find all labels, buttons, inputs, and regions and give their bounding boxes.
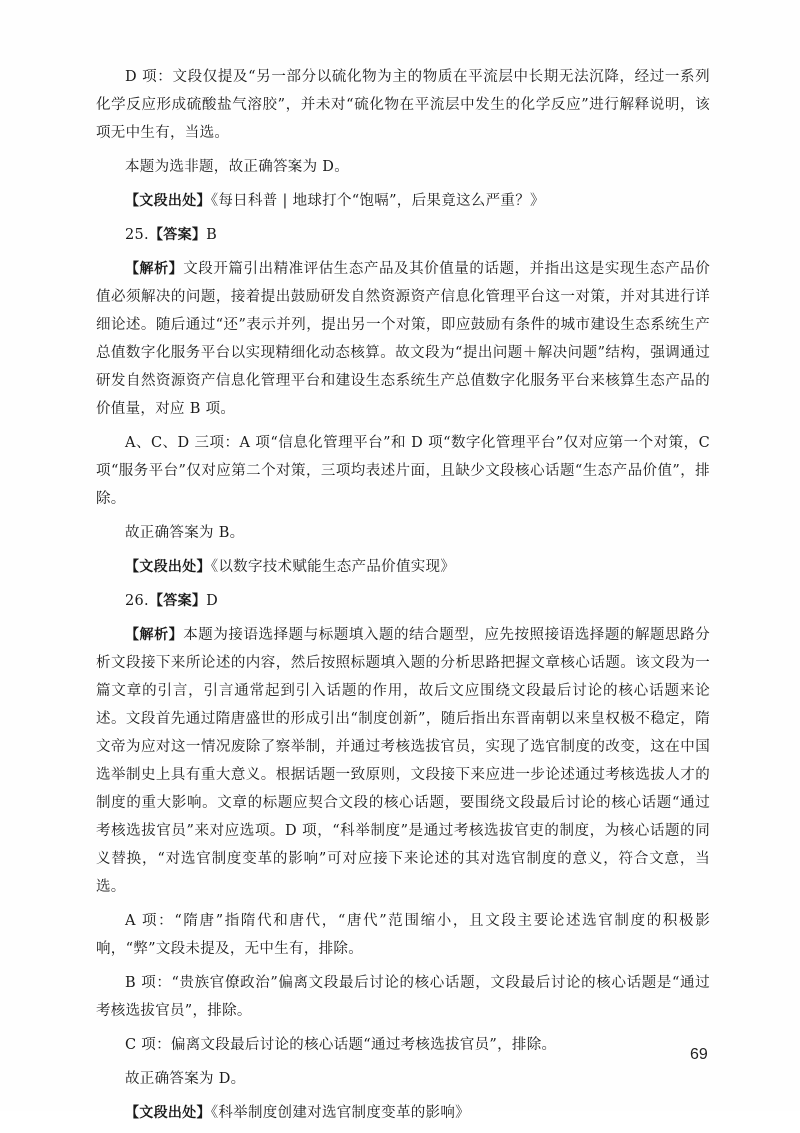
paragraph-q25-answer [96, 221, 710, 249]
analysis-label: 【解析】 [125, 627, 184, 643]
page-content [96, 63, 710, 1133]
paragraph-q26-option-a: A 项：“隋唐”指隋代和唐代，“唐代”范围缩小，且文段主要论述选官制度的积极影响，“弊”文段未提及，无中生有，排除。 [96, 913, 710, 957]
question-number: 25. [125, 227, 149, 243]
paragraph-q25-source [96, 553, 710, 581]
paragraph-q26-option-c: C 项：偏离文段最后讨论的核心话题“通过考核选拔官员”，排除。 [125, 1037, 557, 1053]
paragraph-q24-source [96, 187, 710, 215]
answer-label: 【答案】 [148, 593, 207, 609]
paragraph-q26-source [96, 1099, 710, 1127]
paragraph-q25-conclusion: 故正确答案为 B。 [125, 525, 245, 541]
analysis-label: 【解析】 [125, 261, 184, 277]
paragraph-q26-analysis [96, 621, 710, 901]
page-number: 69 [690, 1046, 708, 1063]
source-label: 【文段出处】 [125, 1105, 211, 1121]
analysis-text: 文段开篇引出精准评估生态产品及其价值量的话题，并指出这是实现生态产品价值必须解决的问题，接着提出鼓励研发自然资源资产信息化管理平台这一对策，并对其进行详细论述。随后通过“还”表示并列，提出另一个对策，即应鼓励有条件的城市建设生态系统生产总值数字化服务平台以实现精细化动态核算。故文段为“提出问题＋解决问题”结构，强调通过研发自然资源资产信息化管理平台和建设生态系统生产总值数字化服务平台来核算生态产品的价值量，对应 B 项。 [96, 261, 710, 417]
paragraph-q25-options-acd: A、C、D 三项：A 项“信息化管理平台”和 D 项“数字化管理平台”仅对应第一个对策，C 项“服务平台”仅对应第二个对策，三项均表述片面，且缺少文段核心话题“生态产品价值”，排除。 [96, 435, 710, 507]
paragraph-q25-analysis [96, 255, 710, 423]
analysis-text: 本题为接语选择题与标题填入题的结合题型，应先按照接语选择题的解题思路分析文段接下来所论述的内容，然后按照标题填入题的分析思路把握文章核心话题。该文段为一篇文章的引言，引言通常起到引入话题的作用，故后文应围绕文段最后讨论的核心话题来论述。文段首先通过隋唐盛世的形成引出“制度创新”，随后指出东晋南朝以来皇权极不稳定，隋文帝为应对这一情况废除了察举制，并通过考核选拔官员，实现了选官制度的改变，这在中国选举制史上具有重大意义。根据话题一致原则，文段接下来应进一步论述通过考核选拔人才的制度的重大影响。文章的标题应契合文段的核心话题，要围绕文段最后讨论的核心话题“通过考核选拔官员”来对应选项。D 项，“科举制度”是通过考核选拔官吏的制度，为核心话题的同义替换，“对选官制度变革的影响”可对应接下来论述的其对选官制度的意义，符合文意，当选。 [96, 627, 710, 895]
paragraph-q26-answer [96, 587, 710, 615]
paragraph-option-d-analysis: D 项：文段仅提及“另一部分以硫化物为主的物质在平流层中长期无法沉降，经过一系列化学反应形成硫酸盐气溶胶”，并未对“硫化物在平流层中发生的化学反应”进行解释说明，该项无中生有，当选。 [96, 69, 710, 141]
source-text: 《科举制度创建对选官制度变革的影响》 [210, 1105, 470, 1121]
source-label: 【文段出处】 [125, 193, 211, 209]
question-number: 26. [125, 593, 149, 609]
source-label: 【文段出处】 [125, 559, 211, 575]
paragraph-q24-conclusion: 本题为选非题，故正确答案为 D。 [125, 159, 350, 175]
answer-value: D [206, 593, 219, 609]
paragraph-q26-conclusion: 故正确答案为 D。 [125, 1071, 246, 1087]
source-text: 《每日科普 | 地球打个“饱嗝”，后果竟这么严重？》 [210, 193, 545, 209]
answer-label: 【答案】 [148, 227, 207, 243]
answer-value: B [206, 227, 218, 243]
source-text: 《以数字技术赋能生态产品价值实现》 [210, 559, 456, 575]
paragraph-q26-option-b: B 项：“贵族官僚政治”偏离文段最后讨论的核心话题，文段最后讨论的核心话题是“通过考核选拔官员”，排除。 [96, 975, 710, 1019]
